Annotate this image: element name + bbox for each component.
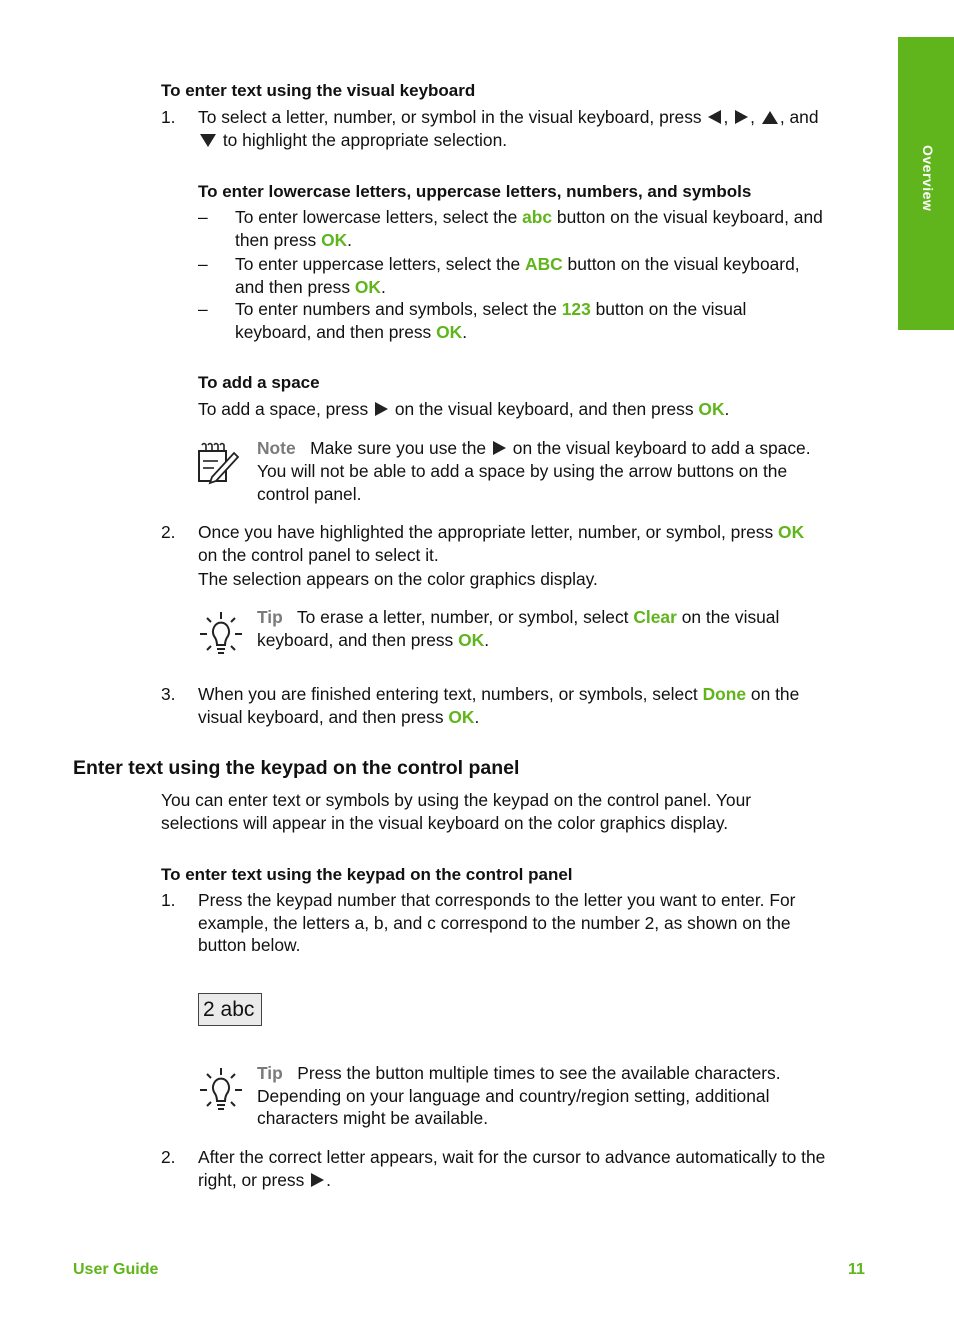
tip-text: Tip Press the button multiple times to see the available characters. [257,1063,781,1083]
step-text: Press the keypad number that corresponds to the letter you want to enter. For [198,890,796,910]
bullet-item-line2: and then press OK. [235,277,386,297]
section-heading: Enter text using the keypad on the control panel [73,757,520,779]
tip-label: Tip [257,607,283,627]
step-text-line2: to highlight the appropriate selection. [198,129,507,152]
dash-bullet: – [198,299,208,319]
numbers-label: 123 [561,299,591,319]
step-number: 1. [161,890,176,910]
note-text: Note Make sure you use the on the visual keyboard to add a space. [257,438,811,458]
space-text: To add a space, press on the visual keyboard, and then press OK. [198,399,730,419]
step-text-line2: on the control panel to select it. [198,545,439,565]
step-text: When you are finished entering text, numbers, or symbols, select Done on the [198,684,800,704]
ok-label: OK [321,230,348,250]
tip-text-line2: keyboard, and then press OK. [257,630,490,650]
bullet-item: To enter uppercase letters, select the ABC button on the visual keyboard, [235,254,800,274]
ok-label: OK [436,322,463,342]
bullet-item-line2: keyboard, and then press OK. [235,322,468,342]
tip-text-line2: Depending on your language and country/region setting, additional [257,1086,770,1106]
right-arrow-icon [311,1173,324,1187]
step-text: Once you have highlighted the appropriate letter, number, or symbol, press OK [198,522,805,542]
step-text-line3: button below. [198,935,301,955]
tip-text-line3: characters might be available. [257,1108,489,1128]
bullet-item: To enter numbers and symbols, select the 123 button on the visual [235,299,747,319]
side-tab-label: Overview [920,145,936,212]
dash-bullet: – [198,207,208,227]
footer-title: User Guide [73,1261,159,1278]
step-number: 2. [161,1147,176,1167]
lightbulb-icon [198,1066,244,1116]
right-arrow-icon [735,110,748,124]
tip-text: Tip To erase a letter, number, or symbol, select Clear on the visual [257,607,780,627]
section-paragraph-line2: selections will appear in the visual keyboard on the color graphics display. [161,813,729,833]
note-label: Note [257,438,296,458]
procedure-heading: To enter text using the visual keyboard [161,81,476,100]
side-tab [898,37,954,330]
step-text-line2: visual keyboard, and then press OK. [198,707,480,727]
note-pad-icon [196,441,242,485]
step-text: To select a letter, number, or symbol in the visual keyboard, press , , , and [198,107,819,127]
note-text-line3: control panel. [257,484,362,504]
step-number: 1. [161,107,176,127]
dash-bullet: – [198,254,208,274]
subheading: To add a space [198,373,320,392]
clear-label: Clear [633,607,677,627]
bullet-item: To enter lowercase letters, select the abc button on the visual keyboard, and [235,207,823,227]
ok-label: OK [458,630,485,650]
step-result: The selection appears on the color graphics display. [198,569,598,589]
section-paragraph-line1: You can enter text or symbols by using the keypad on the control panel. Your [161,790,752,810]
lightbulb-icon [198,610,244,660]
up-arrow-icon [762,111,778,124]
ok-label: OK [448,707,475,727]
down-arrow-icon [200,134,216,147]
right-arrow-icon [375,402,388,416]
step-text: After the correct letter appears, wait for the cursor to advance automatically to the [198,1147,826,1167]
step-number: 2. [161,522,176,542]
left-arrow-icon [708,110,721,124]
subheading: To enter lowercase letters, uppercase letters, numbers, and symbols [198,182,752,201]
tip-label: Tip [257,1063,283,1083]
page-number: 11 [848,1261,865,1278]
step-text-line2: example, the letters a, b, and c correspond to the number 2, as shown on the [198,913,791,933]
right-arrow-icon [493,441,506,455]
bullet-item-line2: then press OK. [235,230,352,250]
procedure-heading: To enter text using the keypad on the control panel [161,865,573,884]
ok-label: OK [354,277,381,297]
note-text-line2: You will not be able to add a space by using the arrow buttons on the [257,461,788,481]
step-number: 3. [161,684,176,704]
abc-label: abc [522,207,553,227]
uppercase-abc-label: ABC [525,254,563,274]
step-text-line2: right, or press . [198,1170,332,1190]
keypad-2-button-image: 2 abc [198,993,262,1026]
ok-label: OK [778,522,805,542]
ok-label: OK [698,399,725,419]
done-label: Done [702,684,747,704]
